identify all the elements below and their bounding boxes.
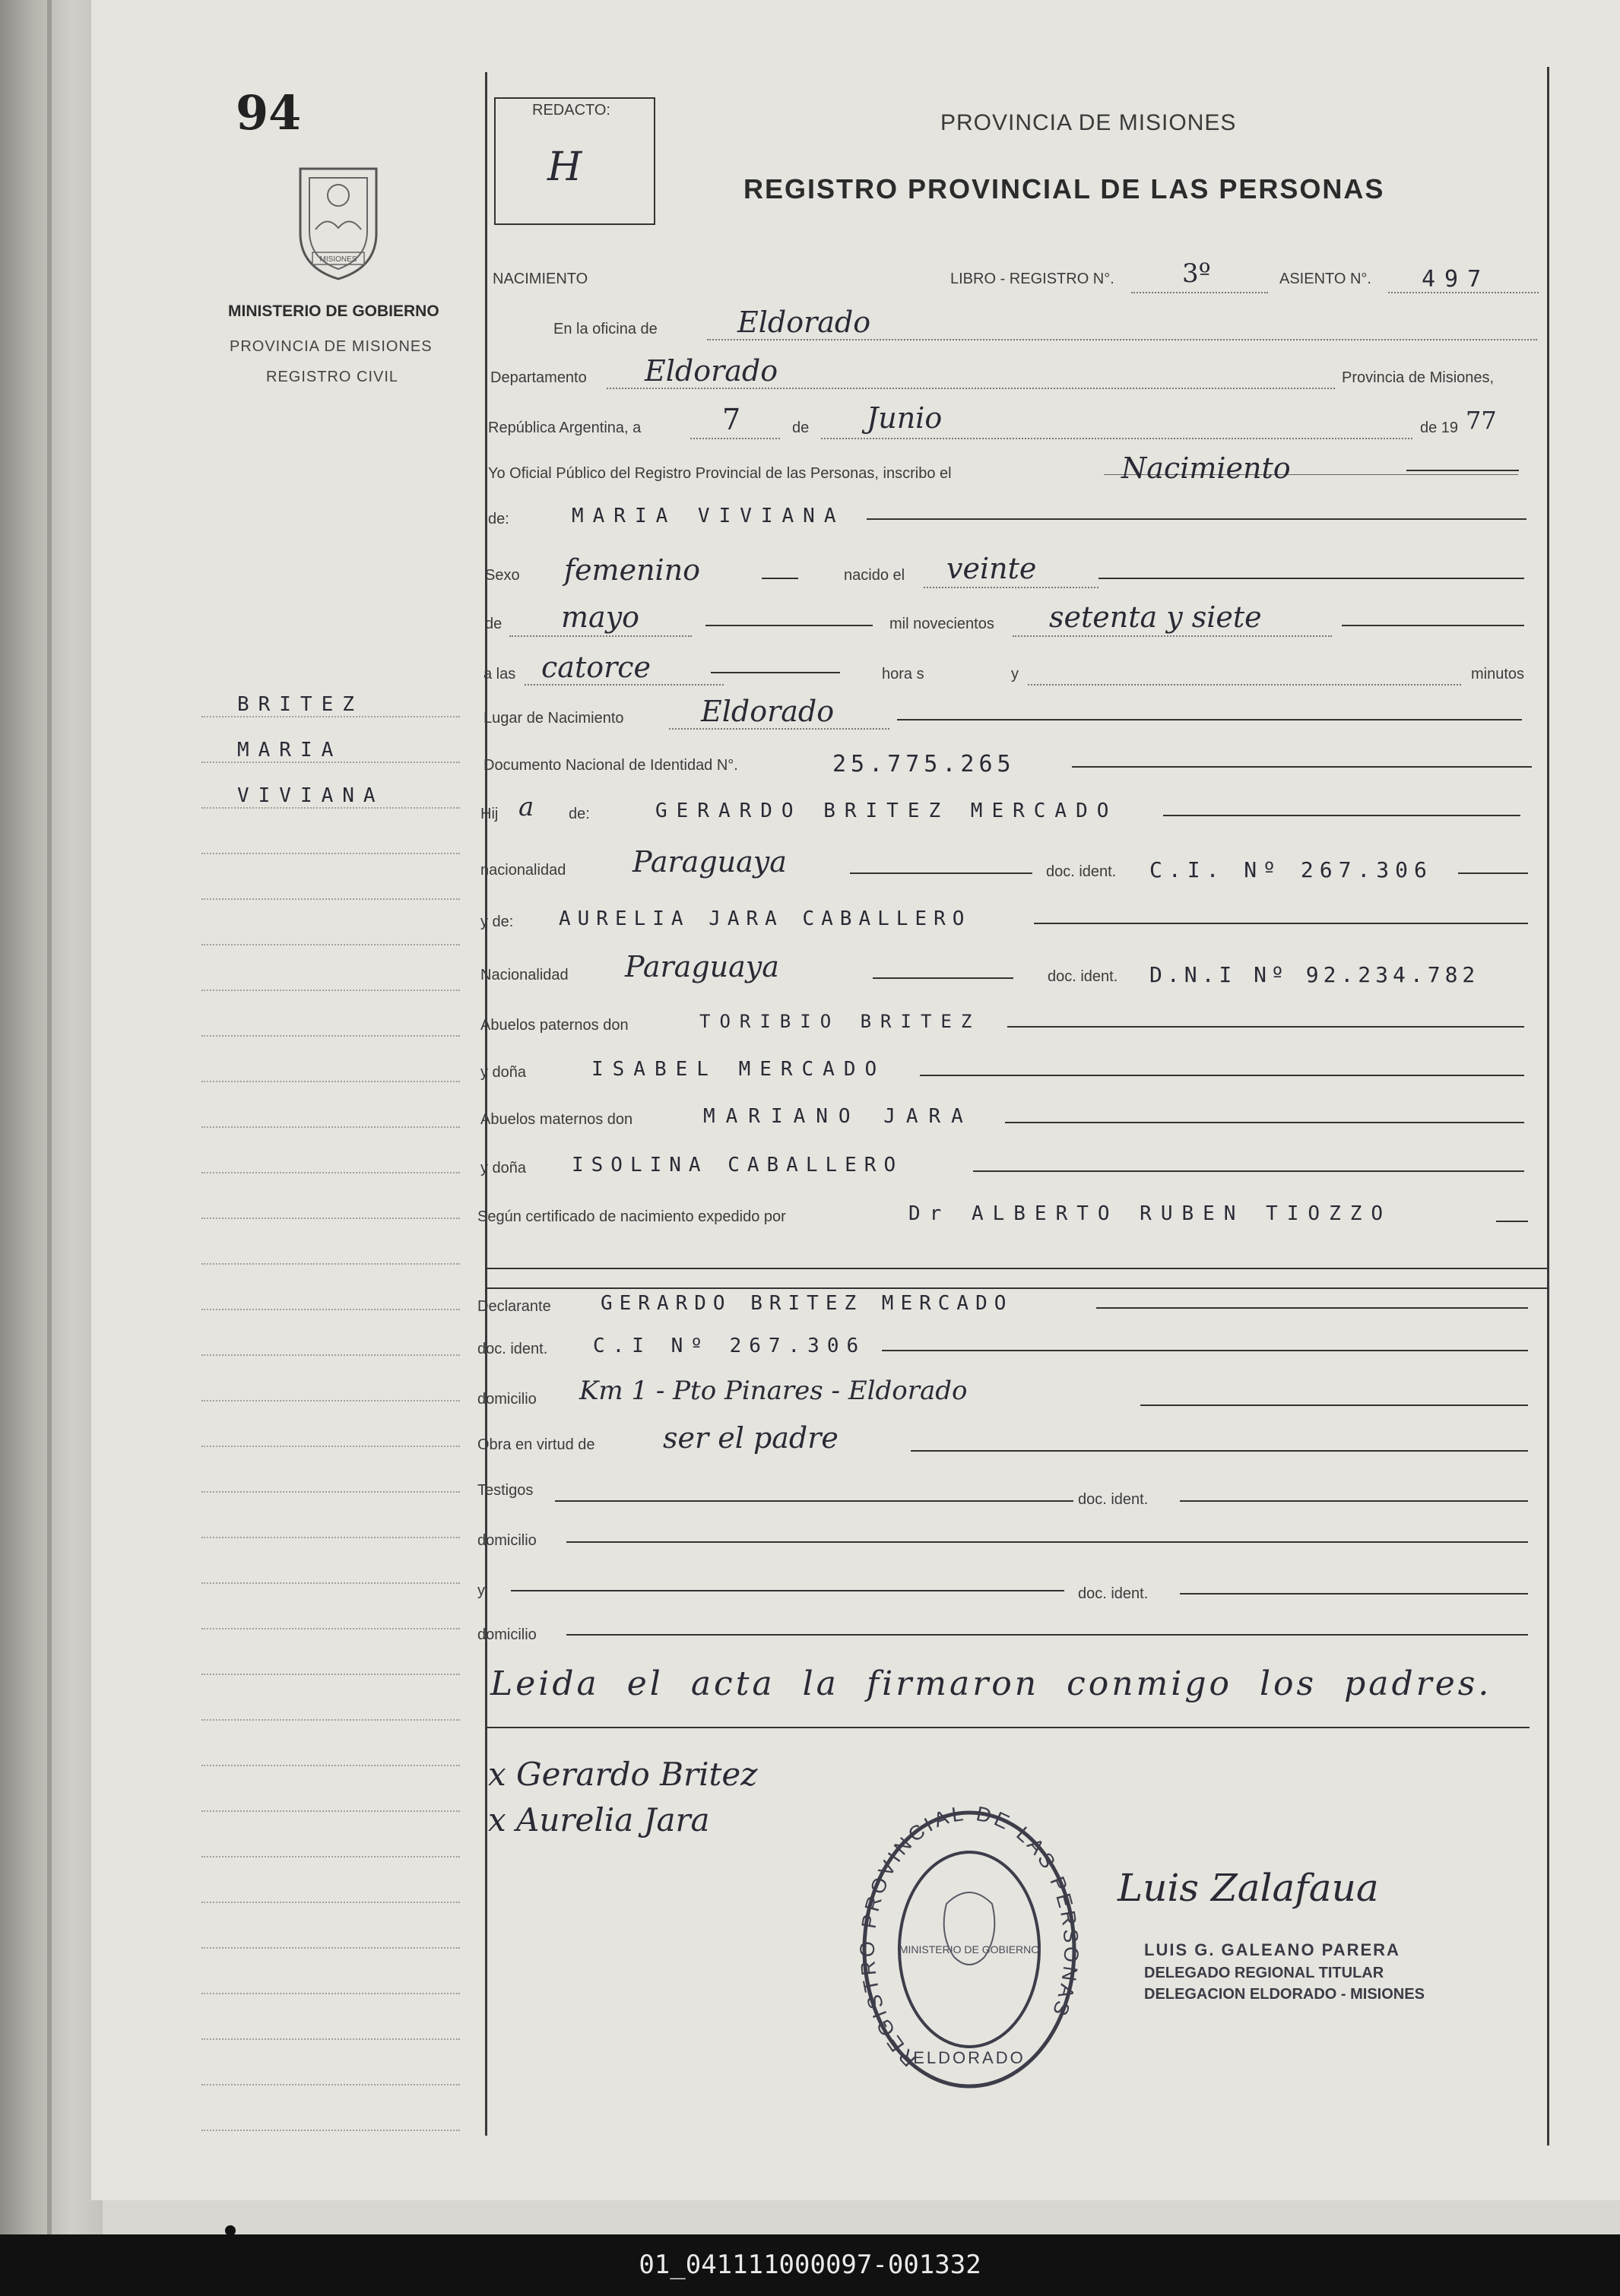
mil-label: mil novecientos — [889, 616, 994, 632]
frame-right-line — [1547, 67, 1549, 2146]
ministry-label: MINISTERIO DE GOBIERNO — [228, 302, 439, 320]
redacto-label: REDACTO: — [532, 102, 610, 119]
redacto-initials: H — [547, 144, 582, 190]
certificado-label: Según certificado de nacimiento expedido por — [477, 1208, 786, 1225]
nacido-anio: setenta y siete — [1049, 600, 1262, 634]
officer-office: DELEGACION ELDORADO - MISIONES — [1144, 1986, 1425, 2003]
officer-title: DELEGADO REGIONAL TITULAR — [1144, 1965, 1384, 1981]
obra-value: ser el padre — [663, 1421, 839, 1455]
frame-left-line — [485, 72, 487, 2136]
seal-ring-text: REGISTRO PROVINCIAL DE LAS PERSONAS — [855, 1801, 1083, 2071]
asiento-label: ASIENTO N°. — [1279, 271, 1371, 287]
testigo2-doc-label: doc. ident. — [1078, 1585, 1149, 1602]
abuela-pat-value: ISABEL MERCADO — [591, 1058, 886, 1081]
doc1-label: doc. ident. — [1046, 863, 1117, 880]
seal-inner-text: MINISTERIO DE GOBIERNO — [899, 1943, 1040, 1956]
hora-label: hora s — [882, 666, 924, 682]
departamento-value: Eldorado — [645, 354, 778, 388]
nacido-dia: veinte — [946, 552, 1037, 585]
domicilio2-label: domicilio — [477, 1532, 537, 1549]
margin-surname: BRITEZ — [237, 693, 363, 716]
nacido-label: nacido el — [844, 567, 905, 584]
provincia-suffix: Provincia de Misiones, — [1342, 369, 1495, 386]
oficina-value: Eldorado — [737, 306, 871, 339]
oficina-label: En la oficina de — [553, 321, 658, 337]
father-signature: x Gerardo Britez — [488, 1756, 758, 1793]
abuelos-pat-label: Abuelos paternos don — [480, 1017, 629, 1034]
doc3-label: doc. ident. — [477, 1341, 548, 1357]
registry-label: REGISTRO CIVIL — [266, 369, 399, 385]
de-nombre-label: de: — [488, 511, 509, 527]
abuelo-mat-value: MARIANO JARA — [703, 1105, 974, 1128]
sexo-label: Sexo — [485, 567, 520, 584]
abuela-mat-value: ISOLINA CABALLERO — [572, 1154, 904, 1177]
libro-value: 3º — [1182, 258, 1211, 289]
section-divider-1 — [487, 1268, 1547, 1269]
domicilio-value: Km 1 - Pto Pinares - Eldorado — [579, 1376, 968, 1406]
republica-label: República Argentina, a — [488, 420, 642, 436]
certificado-value: Dr ALBERTO RUBEN TIOZZO — [908, 1202, 1393, 1225]
domicilio-label: domicilio — [477, 1391, 537, 1408]
emblem-label: MISIONES — [319, 255, 357, 264]
nacionalidad1-value: Paraguaya — [632, 845, 787, 879]
closing-text: Leida el acta la firmaron conmigo los padres. — [490, 1664, 1492, 1703]
mes-value: Junio — [867, 401, 943, 435]
doc3-value: C.I Nº 267.306 — [593, 1335, 867, 1357]
departamento-label: Departamento — [490, 369, 587, 386]
lugar-value: Eldorado — [701, 695, 835, 728]
de2-label: de — [485, 616, 502, 632]
hijo-label: Hij — [480, 806, 499, 822]
y2-label: y — [477, 1582, 485, 1599]
footer-code: 01_041111000097-001332 — [639, 2250, 981, 2280]
abuelo-pat-value: TORIBIO BRITEZ — [699, 1011, 981, 1032]
a-las-label: a las — [483, 666, 516, 682]
minutos-label: minutos — [1471, 666, 1525, 682]
officer-name: LUIS G. GALEANO PARERA — [1144, 1940, 1400, 1959]
hijo-suffix: a — [518, 792, 534, 822]
margin-first-name: MARIA — [237, 739, 343, 762]
page-number: 94 — [236, 85, 302, 141]
madre-value: AURELIA JARA CABALLERO — [559, 907, 972, 930]
hora-value: catorce — [541, 651, 651, 684]
doc1-value: C.I. Nº 267.306 — [1149, 857, 1433, 882]
official-signature: Luis Zalafaua — [1118, 1866, 1379, 1910]
documento-value: 25.775.265 — [832, 751, 1016, 777]
mother-signature: x Aurelia Jara — [488, 1801, 710, 1838]
nacionalidad1-label: nacionalidad — [480, 862, 566, 879]
y-dona1-label: y doña — [480, 1064, 527, 1081]
lugar-label: Lugar de Nacimiento — [483, 710, 624, 727]
record-type: NACIMIENTO — [493, 271, 588, 287]
sexo-value: femenino — [564, 553, 701, 587]
libro-label: LIBRO - REGISTRO N°. — [950, 271, 1114, 287]
obra-label: Obra en virtud de — [477, 1436, 595, 1453]
dia-value: 7 — [722, 403, 741, 436]
nacionalidad2-value: Paraguaya — [625, 950, 779, 983]
section-divider-2 — [487, 1287, 1547, 1289]
declarante-label: Declarante — [477, 1298, 551, 1315]
documento-label: Documento Nacional de Identidad N°. — [483, 757, 738, 774]
abuelos-mat-label: Abuelos maternos don — [480, 1111, 633, 1128]
header-province: PROVINCIA DE MISIONES — [940, 110, 1237, 135]
doc2-value: D.N.I Nº 92.234.782 — [1149, 962, 1480, 987]
anio-label: de 19 — [1420, 420, 1459, 436]
nombre-value: MARIA VIVIANA — [572, 505, 845, 527]
y-label: y — [1011, 666, 1019, 682]
seal-bottom-text: ELDORADO — [913, 2048, 1026, 2067]
declarante-value: GERARDO BRITEZ MERCADO — [601, 1292, 1013, 1315]
domicilio3-label: domicilio — [477, 1626, 537, 1643]
anio-value: 77 — [1466, 406, 1497, 435]
header-title: REGISTRO PROVINCIAL DE LAS PERSONAS — [743, 173, 1385, 204]
coat-of-arms-emblem — [285, 161, 392, 283]
svg-text:REGISTRO PROVINCIAL DE LAS PER — [856, 1802, 1083, 2071]
margin-second-name: VIVIANA — [237, 784, 385, 807]
province-label: PROVINCIA DE MISIONES — [230, 338, 433, 355]
y-de-label: y de: — [480, 914, 514, 930]
nacido-mes: mayo — [561, 600, 640, 634]
binding-edge — [47, 0, 52, 2234]
testigos-doc-label: doc. ident. — [1078, 1491, 1149, 1508]
oficial-text: Yo Oficial Público del Registro Provincial de las Personas, inscribo el — [488, 465, 952, 482]
asiento-value: 497 — [1422, 266, 1491, 293]
y-dona2-label: y doña — [480, 1160, 527, 1177]
nacionalidad2-label: Nacionalidad — [480, 967, 569, 983]
padre-value: GERARDO BRITEZ MERCADO — [655, 800, 1118, 822]
de-label: de — [792, 420, 810, 436]
hijo-de-label: de: — [569, 806, 590, 822]
doc2-label: doc. ident. — [1048, 968, 1118, 985]
official-seal — [855, 1790, 1083, 2094]
testigos-label: Testigos — [477, 1482, 534, 1499]
inscribo-value: Nacimiento — [1121, 451, 1291, 485]
